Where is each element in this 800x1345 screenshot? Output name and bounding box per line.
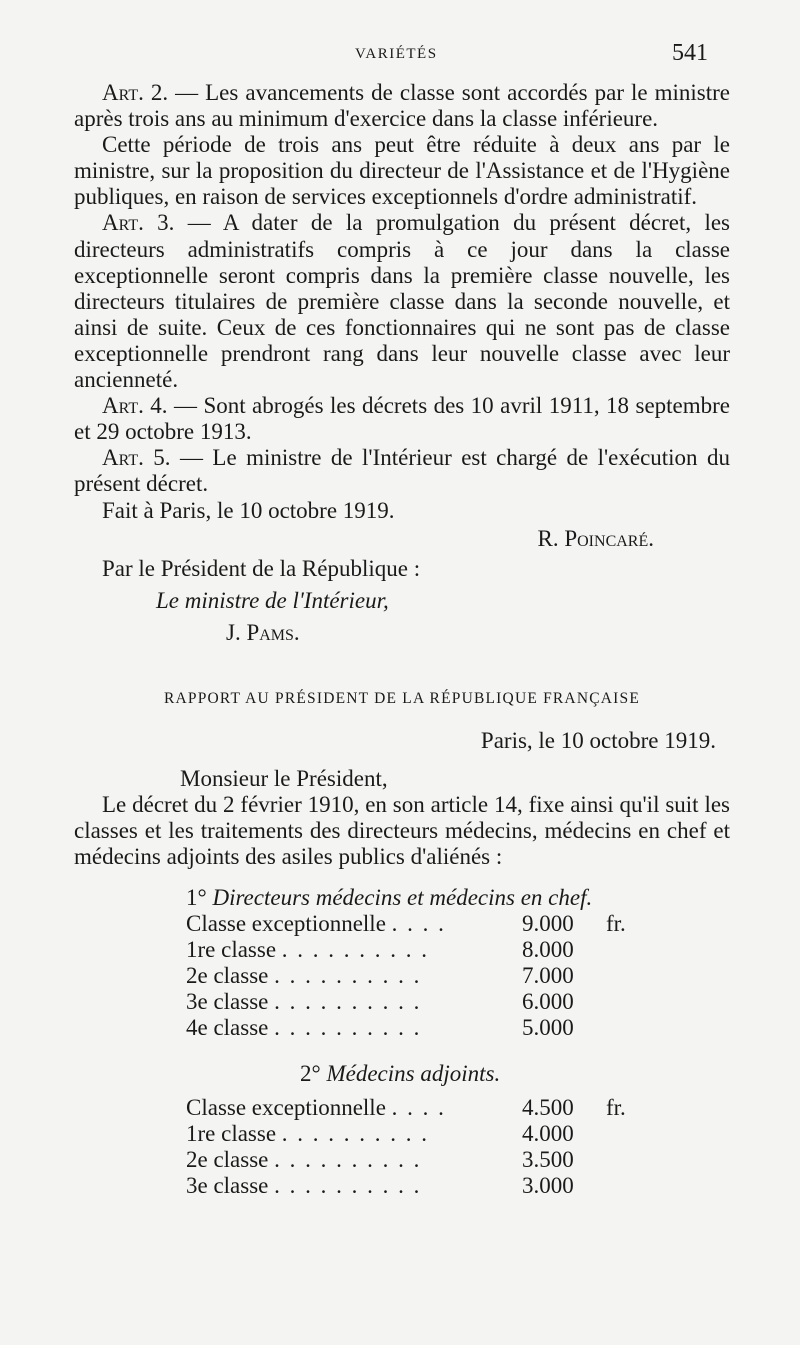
minister-title: Le ministre de l'Intérieur,	[156, 587, 389, 613]
leader-dots: . . . . . . . . . .	[274, 1146, 422, 1172]
article-2	[74, 80, 730, 132]
class-label: Classe exceptionnelle	[186, 910, 386, 936]
report-title: RAPPORT AU PRÉSIDENT DE LA RÉPUBLIQUE FRANÇAISE	[163, 689, 641, 707]
class-label: 3e classe	[186, 988, 269, 1014]
article-label: Art. 2.	[102, 80, 169, 105]
unit	[606, 1173, 646, 1199]
salutation: Monsieur le Président,	[180, 766, 388, 792]
salary-table-adjoints	[186, 1095, 646, 1199]
leader-dots: . . . .	[391, 910, 446, 936]
unit	[606, 1015, 646, 1041]
section-number: 1°	[186, 884, 207, 910]
unit	[606, 1147, 646, 1173]
class-label: 2e classe	[186, 962, 269, 988]
running-head: VARIÉTÉS	[355, 46, 438, 62]
amount: 7.000	[522, 962, 574, 988]
article-text: — Le ministre de l'Intérieur est chargé de l'exécution du présent décret.	[74, 445, 730, 497]
table-row	[186, 937, 646, 963]
unit	[606, 963, 646, 989]
par-le-president: Par le Président de la République :	[102, 555, 421, 581]
class-label: 3e classe	[186, 1172, 269, 1198]
table-row	[186, 963, 646, 989]
class-label: Classe exceptionnelle	[186, 1094, 386, 1120]
signature-minister: J. Pams.	[226, 619, 300, 645]
article-label: Art. 5.	[102, 445, 171, 471]
article-text: — A dater de la promulgation du présent décret, les directeurs administratifs compris à ce jour dans la classe exceptionnelle seront compris dans la première classe nouvelle, les directeurs titulaires de première classe dans la seconde nouvelle, et ainsi de suite. Ceux de ces fonctionnaires qui ne sont pas de classe exceptionnelle prendront rang dans leur nouvelle classe avec leur ancienneté.	[74, 210, 730, 393]
report-intro: Le décret du 2 février 1910, en son article 14, fixe ainsi qu'il suit les classes et les traitements des directeurs médecins, médecins en chef et médecins adjoints des asiles publics d'aliénés :	[74, 792, 730, 870]
table-row	[186, 1147, 646, 1173]
section-2-heading	[74, 1061, 730, 1087]
amount: 9.000	[522, 910, 574, 936]
class-label: 4e classe	[186, 1014, 269, 1040]
leader-dots: . . . . . . . . . .	[274, 1172, 422, 1198]
leader-dots: . . . . . . . . . .	[274, 962, 422, 988]
table-row	[186, 989, 646, 1015]
article-label: Art. 3.	[102, 210, 175, 236]
section-1-heading	[74, 885, 730, 911]
table-row	[186, 1121, 646, 1147]
amount: 8.000	[522, 936, 574, 962]
signature-president: R. Poincaré.	[537, 525, 654, 551]
class-label: 1re classe	[186, 1120, 277, 1146]
page-header	[0, 40, 800, 70]
article-4	[74, 393, 730, 445]
amount: 4.000	[522, 1120, 574, 1146]
unit: fr.	[606, 910, 626, 936]
fait-a-paris: Fait à Paris, le 10 octobre 1919.	[102, 497, 395, 523]
unit	[606, 937, 646, 963]
body-text	[74, 80, 730, 1199]
class-label: 1re classe	[186, 936, 277, 962]
leader-dots: . . . . . . . . . .	[281, 936, 430, 962]
unit	[606, 989, 646, 1015]
page-number: 541	[672, 40, 708, 66]
article-label: Art. 4.	[102, 393, 168, 419]
unit	[606, 1121, 646, 1147]
article-2-paragraph-2: Cette période de trois ans peut être réduite à deux ans par le ministre, sur la proposition du directeur de l'Assistance et de l'Hygiène publiques, en raison de services exceptionnels d'ordre administratif.	[74, 132, 730, 210]
leader-dots: . . . . . . . . . .	[274, 988, 422, 1014]
article-3	[74, 210, 730, 393]
amount: 6.000	[522, 988, 574, 1014]
section-title: Médecins adjoints.	[326, 1060, 501, 1086]
leader-dots: . . . .	[391, 1094, 446, 1120]
report-dateline: Paris, le 10 octobre 1919.	[480, 728, 716, 754]
salary-table-directeurs	[186, 911, 646, 1041]
article-text: — Les avancements de classe sont accordés par le ministre après trois ans au minimum d'exercice dans la classe inférieure.	[74, 80, 730, 132]
leader-dots: . . . . . . . . . .	[281, 1120, 430, 1146]
class-label: 2e classe	[186, 1146, 269, 1172]
table-row	[186, 1173, 646, 1199]
leader-dots: . . . . . . . . . .	[274, 1014, 422, 1040]
section-number: 2°	[300, 1060, 321, 1086]
article-5	[74, 445, 730, 497]
section-title: Directeurs médecins et médecins en chef.	[212, 884, 593, 910]
table-row	[186, 911, 646, 937]
unit: fr.	[606, 1094, 626, 1120]
amount: 3.500	[522, 1146, 574, 1172]
table-row	[186, 1015, 646, 1041]
article-text: — Sont abrogés les décrets des 10 avril 1911, 18 septembre et 29 octobre 1913.	[74, 393, 731, 445]
amount: 5.000	[522, 1014, 574, 1040]
amount: 3.000	[522, 1172, 574, 1198]
table-row	[186, 1095, 646, 1121]
amount: 4.500	[522, 1094, 574, 1120]
